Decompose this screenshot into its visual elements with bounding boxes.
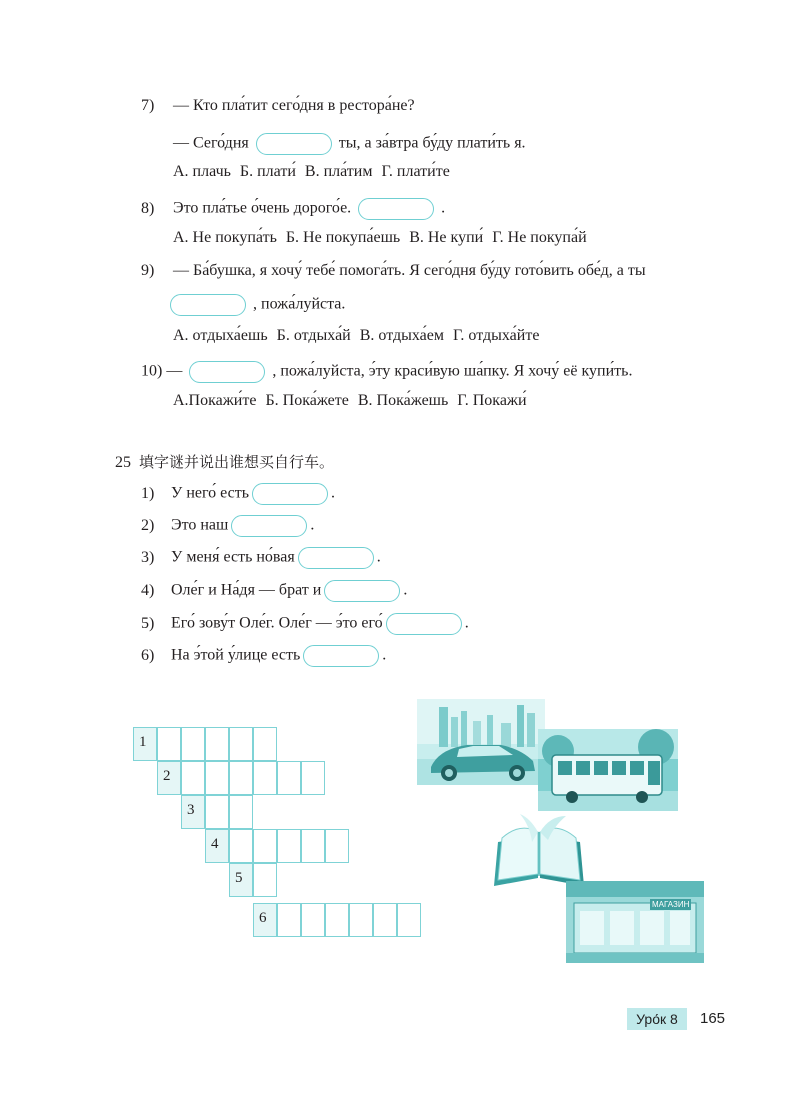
lesson-badge: Уро́к 8 <box>627 1008 687 1030</box>
clue-6 <box>141 645 386 667</box>
q10-text-after: , пожа́луйста, э́ту краси́вую ша́пку. Я хочу́ её купи́ть. <box>272 362 633 380</box>
q7-answer-blank[interactable] <box>256 133 332 155</box>
crossword-cell-5-1[interactable] <box>229 863 253 897</box>
crossword-cell-1-5[interactable] <box>229 727 253 761</box>
clue-4 <box>141 580 407 602</box>
crossword-cell-2-2[interactable] <box>181 761 205 795</box>
bus-illustration <box>538 729 678 811</box>
q9-option-d[interactable]: Г. отдыха́йте <box>452 327 540 344</box>
crossword-cell-4-6[interactable] <box>325 829 349 863</box>
book-illustration <box>490 812 588 890</box>
shop-picture <box>566 881 704 963</box>
clue-2-number: 2) <box>141 516 155 534</box>
page-number: 165 <box>700 1010 726 1027</box>
q10-option-c[interactable]: В. Пока́жешь <box>357 392 449 409</box>
clue-2-text: Это наш <box>171 516 229 534</box>
q9-prompt <box>141 261 646 281</box>
clue-4-text: Оле́г и На́дя — брат и <box>171 581 322 599</box>
crossword-cell-5-2[interactable] <box>253 863 277 897</box>
q9-options <box>173 326 548 346</box>
q7-option-c[interactable]: В. пла́тим <box>304 163 373 180</box>
exercise-number: 25 <box>115 454 131 471</box>
q7-option-d[interactable]: Г. плати́те <box>381 163 450 180</box>
clue-5-text: Его́ зову́т Оле́г. Оле́г — э́то его́ <box>171 614 383 632</box>
q8-text-before: Это пла́тье о́чень дорого́е. <box>173 199 352 217</box>
clue-2 <box>141 515 314 537</box>
crossword-cell-4-2[interactable] <box>229 829 253 863</box>
q8-number: 8) <box>141 199 155 217</box>
crossword-cell-2-5[interactable] <box>253 761 277 795</box>
q8-sentence <box>141 198 445 220</box>
crossword-row-number: 6 <box>259 910 267 926</box>
q10-option-b[interactable]: Б. Пока́жете <box>265 392 349 409</box>
clue-2-blank[interactable] <box>231 515 307 537</box>
q9-option-c[interactable]: В. отдыха́ем <box>359 327 444 344</box>
crossword-cell-3-1[interactable] <box>181 795 205 829</box>
crossword-cell-6-1[interactable] <box>253 903 277 937</box>
crossword-cell-6-3[interactable] <box>301 903 325 937</box>
clue-6-text: На э́той у́лице есть <box>171 646 301 664</box>
q10-option-d[interactable]: Г. Покажи́ <box>457 392 527 409</box>
clue-4-end: . <box>403 581 408 599</box>
crossword-cell-1-1[interactable] <box>133 727 157 761</box>
clue-4-blank[interactable] <box>324 580 400 602</box>
clue-1 <box>141 483 335 505</box>
clue-6-number: 6) <box>141 646 155 664</box>
clue-5-number: 5) <box>141 614 155 632</box>
q10-sentence <box>141 361 632 383</box>
clue-3-blank[interactable] <box>298 547 374 569</box>
q8-option-a[interactable]: А. Не покупа́ть <box>173 229 277 246</box>
crossword-cell-1-3[interactable] <box>181 727 205 761</box>
crossword-row-number: 5 <box>235 870 243 886</box>
q9-option-a[interactable]: А. отдыха́ешь <box>173 327 268 344</box>
exercise-instruction: 填字谜并说出谁想买自行车。 <box>139 453 335 471</box>
crossword-cell-2-7[interactable] <box>301 761 325 795</box>
crossword-cell-4-4[interactable] <box>277 829 301 863</box>
crossword-cell-6-4[interactable] <box>325 903 349 937</box>
clue-3-number: 3) <box>141 548 155 566</box>
clue-1-end: . <box>331 484 336 502</box>
q9-text-after: , пожа́луйста. <box>253 295 346 313</box>
q8-option-c[interactable]: В. Не купи́ <box>409 229 484 246</box>
clue-6-blank[interactable] <box>303 645 379 667</box>
clue-6-end: . <box>382 646 387 664</box>
clue-1-text: У него́ есть <box>171 484 250 502</box>
q7-text-after: ты, а за́втра бу́ду плати́ть я. <box>338 134 526 152</box>
crossword-cell-3-2[interactable] <box>205 795 229 829</box>
clue-5-end: . <box>464 614 469 632</box>
clue-3-text: У меня́ есть но́вая <box>171 548 295 566</box>
q7-prompt <box>141 96 415 116</box>
clue-1-blank[interactable] <box>252 483 328 505</box>
crossword-cell-2-6[interactable] <box>277 761 301 795</box>
q10-number: 10) — <box>141 362 183 380</box>
crossword-cell-1-6[interactable] <box>253 727 277 761</box>
exercise-25-heading <box>115 452 334 473</box>
q8-text-after: . <box>441 199 446 217</box>
q8-option-b[interactable]: Б. Не покупа́ешь <box>285 229 401 246</box>
q7-options <box>173 162 459 182</box>
q10-option-a[interactable]: А.Покажи́те <box>173 392 257 409</box>
crossword-cell-6-2[interactable] <box>277 903 301 937</box>
crossword-cell-2-3[interactable] <box>205 761 229 795</box>
crossword-cell-4-3[interactable] <box>253 829 277 863</box>
q9-line1: — Ба́бушка, я хочу́ тебе́ помога́ть. Я сего́дня бу́ду гото́вить обе́д, а ты <box>173 262 646 279</box>
q9-sentence <box>170 294 345 316</box>
clue-3 <box>141 547 381 569</box>
crossword-cell-1-2[interactable] <box>157 727 181 761</box>
book-picture <box>490 812 588 890</box>
crossword-cell-1-4[interactable] <box>205 727 229 761</box>
q7-sentence <box>173 133 526 155</box>
crossword-row-number: 1 <box>139 734 147 750</box>
q9-option-b[interactable]: Б. отдыха́й <box>276 327 351 344</box>
clue-1-number: 1) <box>141 484 155 502</box>
clue-3-end: . <box>376 548 381 566</box>
crossword-cell-4-5[interactable] <box>301 829 325 863</box>
q7-option-a[interactable]: А. плачь <box>173 163 231 180</box>
crossword-cell-2-1[interactable] <box>157 761 181 795</box>
shop-illustration <box>566 881 704 963</box>
bus-picture <box>538 729 678 811</box>
clue-5-blank[interactable] <box>386 613 462 635</box>
q8-option-d[interactable]: Г. Не покупа́й <box>492 229 587 246</box>
crossword-cell-2-4[interactable] <box>229 761 253 795</box>
clue-5 <box>141 613 469 635</box>
q7-text-before: — Сего́дня <box>173 134 249 152</box>
q9-number: 9) <box>141 262 155 279</box>
q7-number: 7) <box>141 97 155 114</box>
q9-answer-blank[interactable] <box>170 294 246 316</box>
q7-line1: — Кто пла́тит сего́дня в рестора́не? <box>173 97 415 114</box>
shop-sign-text: МАГАЗИН <box>652 900 690 909</box>
crossword-cell-6-5[interactable] <box>349 903 373 937</box>
q10-answer-blank[interactable] <box>189 361 265 383</box>
clue-4-number: 4) <box>141 581 155 599</box>
crossword-cell-3-3[interactable] <box>229 795 253 829</box>
q8-answer-blank[interactable] <box>358 198 434 220</box>
crossword-row-number: 2 <box>163 768 171 784</box>
q7-option-b[interactable]: Б. плати́ <box>239 163 296 180</box>
crossword-cell-6-6[interactable] <box>373 903 397 937</box>
crossword-row-number: 3 <box>187 802 195 818</box>
q8-options <box>173 228 596 248</box>
clue-2-end: . <box>310 516 315 534</box>
crossword-cell-4-1[interactable] <box>205 829 229 863</box>
car-picture <box>417 699 545 785</box>
q10-options <box>173 391 536 411</box>
crossword-cell-6-7[interactable] <box>397 903 421 937</box>
car-illustration <box>417 699 545 785</box>
crossword-row-number: 4 <box>211 836 219 852</box>
